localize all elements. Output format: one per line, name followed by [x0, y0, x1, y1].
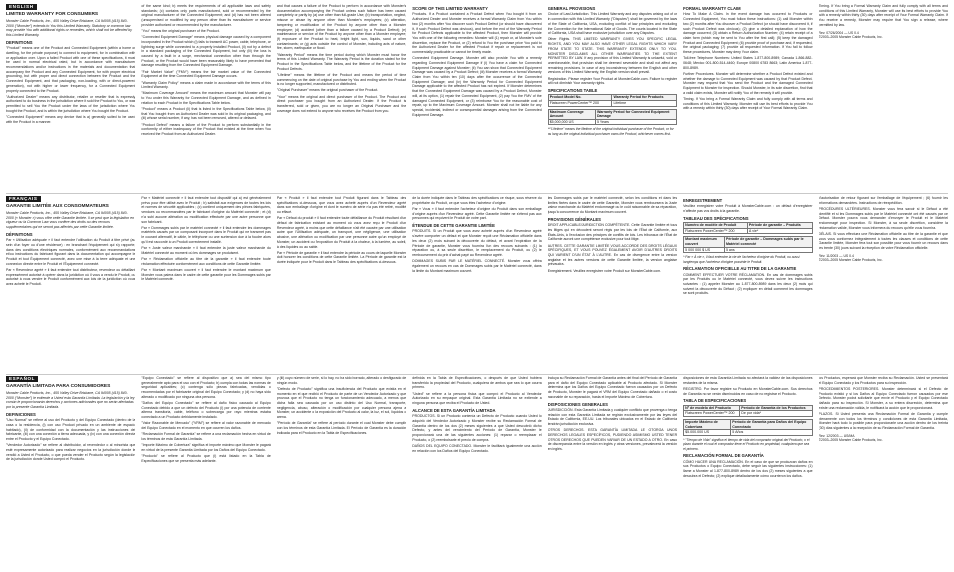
subsection-heading: GENERAL PROVISIONS: [547, 6, 596, 11]
body-paragraph: PRODUCTOS. Si un Producto contenía un Defecto de Producto cuando Usted lo adquirió del Vendedor Autorizado y Monster recibe su Reclamación Formal de Garantía dentro de los dos (2) meses siguientes a que Usted descubrió dicho Defecto, y antes del vencimiento del Período de Garantía, Monster le proporcionará una de las siguientes acciones: (1) reparar o reemplazar el Producto, o (2) reembolsarle el precio de compra.: [412, 414, 542, 442]
body-paragraph: Choice of Law/Jurisdiction. This Limited Warranty and any disputes arising out of or in connection with this Limited Warranty ("Disputes") shall be governed by the laws of the State of California, USA, excluding conflict of law principles and excluding the Convention for the International Sale of Goods. The courts located in the State of California, USA shall have exclusive jurisdiction over any Disputes.: [547, 12, 678, 36]
subsection-heading: DEFINITIONS: [6, 39, 33, 45]
table-cell: 5 Años: [731, 430, 812, 436]
body-paragraph: "Uso Normal" se refiere al uso del Producto y del Equipo Conectado (dentro de la casa o la residencia, (i) con uso Product privado en un ambiente de espacio habitado), (ii) de conformidad con la documentación y las instrucciones del fabricante, (iii) con una conexión a tierra adecuada, y (iv) con una conexión directa entre el Producto y el Equipo Conectado.: [6, 418, 136, 442]
table-header-cell: Montant maximum couvert: [684, 237, 725, 247]
body-paragraph: Timing. If You bring a Formal Warranty Claim and fully comply with all terms and conditions of this Limited Warranty, Monster will use its best efforts to provide You with a remedy within thirty (30) days after receipt of Your Formal Warranty Claim.: [683, 96, 813, 111]
text-column: [412, 196, 541, 372]
table-cell: Flatscreen PowerCenter™ 200: [684, 228, 748, 234]
body-paragraph: "Lifetime" means the lifetime of the Product and means the period of time commencing on the date of original purchase by You and ending when the Product is no longer supported, manufactured or distributed.: [276, 72, 407, 87]
body-paragraph: AUTRES. CETTE GARANTIE LIMITÉE VOUS ACCORDE DES DROITS LÉGAUX SPÉCIFIQUES, ET VOUS POUVEZ ÉGALEMENT AVOIR D'AUTRES DROITS QUI VARIENT D'UN ÉTAT À L'AUTRE. En cas de divergence entre la version anglaise et les autres versions de cette Garantie limitée, la version anglaise prévaudra.: [547, 243, 678, 267]
body-paragraph: "Product Defect" means a failure of the Product to perform substantially in the conformity of either inadequacy of the Product that existed at the time when You received the Product from an Authorized Dealer.: [141, 122, 271, 137]
subsection-heading: RECLAMACIÓN FORMAL DE GARANTÍA: [683, 453, 764, 459]
table-cell: 5 ans: [724, 247, 812, 253]
body-paragraph: Par « Juste valeur marchande » il faut entendre la juste valeur marchande du Matériel connecté au moment où les dommages se produisent.: [141, 246, 271, 255]
section-divider: [6, 193, 948, 194]
body-paragraph: "Product" means a Product (ii) that is listed in the Specifications Table below, (ii) that You bought from an Authorized Dealer was sold in its original packaging, and (iii) whose serial number, if any, has not been removed, altered or defaced.: [141, 107, 271, 121]
body-paragraph: de la durée indiquée dans le Tableau des spécifications ce risque, sous réserve du propriétaire du Produit, ce que vous êtes l'acheteur d'origine.: [412, 196, 542, 205]
body-paragraph: Par « Produit » il faut entendre tout Produit figurant dans le Tableau des spécifications ci-dessous, que vous avez acheté auprès d'un Revendeur agréé dans son emballage d'origine et dont le numéro de série n'a pas été retiré, modifié ou effacé.: [276, 196, 407, 215]
subsection-heading: TABLA DE ESPECIFICACIONES: [683, 398, 747, 404]
body-paragraph: Toll-free Telephone Numbers: United States 1-877-800-8989; Canada 1-866-882-0648; Mexico 001-800-514-4460; Europe 00800 6783 8663; Latin America 1-877-800-8989.: [683, 56, 813, 70]
body-paragraph: CÓMO HACER UNA RECLAMACIÓN. En el caso de que se produzcan daños en sus Productos o Equipo Conectado, debe seguir las siguientes instrucciones: (1) llame a Monster al 1-877-800-8989 dentro de los dos (2) meses siguientes a que descubra el Defecto; (2) explique detalladamente cómo ocurrieron los daños.: [683, 459, 813, 478]
specifications-table: [683, 405, 812, 417]
body-paragraph: "Importe Máximo de Cobertura" significa el importe máximo que Monster le pagará en virtud de la presente Garantía Limitada por los Daños del Equipo Conectado.: [141, 443, 271, 452]
subsection-heading: SPECIFICATIONS TABLE: [547, 87, 598, 93]
body-paragraph: disposiciones de esta Garantía Limitada no afectará la validez de las disposiciones restantes de la misma.: [683, 376, 813, 385]
table-header-cell: Warranty Period for Connected Equipment Damage: [595, 109, 676, 119]
table-header-cell: Período de Garantía de los Productos: [740, 405, 812, 411]
intro-paragraph: Monster Cable Products, Inc., 455 Valley Drive Brisbane, CA 94005 (415) 840-2000 (« Monster ») vous offre cette Garantie limitée. Il se peut que la législation en vigueur ou la Common Law vous confère des droits ou des recours supplémentaires qui ne seront pas affectés par cette Garantie limitée.: [6, 211, 135, 230]
body-paragraph: JURISDICCIÓN. Esta Garantía Limitada y cualquier conflicto que provenga o tenga relación con esta Garantía Limitada se regirán exclusivamente por las leyes del Estado de California, EE.UU. Los tribunales ubicados en el Estado de California tendrán jurisdicción exclusiva.: [547, 407, 678, 427]
subsection-heading: PROVISIONS GÉNÉRALES: [547, 216, 601, 222]
text-column: [277, 4, 406, 190]
body-paragraph: y (iii) cuyo número de serie, si lo hay, no ha sido borrado, alterado o desfigurado de ningún modo.: [276, 376, 407, 385]
english-section: [0, 4, 954, 190]
revision-note: Rév. 11/2003 — US 0.4 ©2003–2005 Monster Cable Products, Inc.: [818, 253, 883, 263]
body-paragraph: COMMENT EFFECTUER VOTRE RÉCLAMATION. En cas de dommages subis par les Produits ou le Matériel connecté, vous devez suivre les instructions suivantes : (1) appeler Monster au 1-877-800-8989 dans les deux (2) mois qui suivent la découverte du Défaut ; (2) expliquer en détail comment les dommages se sont produits.: [683, 272, 813, 296]
text-column: [548, 4, 677, 190]
body-paragraph: "You" means the original purchaser of the Product.: [141, 29, 220, 34]
table-row: [548, 119, 676, 125]
text-column: [819, 376, 948, 570]
table-header-row: [684, 405, 812, 411]
body-paragraph: "Warranty Claim Policy" means a claim made in accordance with the terms of this Limited Warranty.: [141, 80, 271, 90]
body-paragraph: "Connected Equipment Damage" means physical damage caused by a component incorporated in the Product which (i) fails to transmit AC power, cable, telephone, or lightning surge while connected to a properly installed Product, (ii) not by a defect in a standard packaging of the Connected Equipment, but only (iii) the loss is caused by a fault in a surge, mechanical connection other than through the Product, or the Product would have been reasonably likely to have prevented that damage resulting from the Connected Equipment Damage.: [141, 35, 271, 68]
table-header-cell: Product Model No.: [548, 95, 612, 101]
body-paragraph: "Connected Equipment" means any device that is a) generally suited to be used with the Product in a manner.: [6, 115, 136, 124]
section-divider: [6, 374, 948, 375]
subsection-heading: DISPOSICIONES GENERALES: [547, 401, 608, 407]
table-header-cell: Warranty Period for Products: [612, 95, 677, 101]
text-column: [6, 196, 135, 372]
table-cell: $5,000,000 US: [548, 119, 595, 125]
body-paragraph: Par « Matériel connecté » il faut entendre tout dispositif qui a) est généralement prévu pour être utilisé avec le Produit ; b) satisfait aux exigences de toutes les lois et normes de sécurité applicables ; (c) contient uniquement des pièces fabriquées, vendues ou recommandées par le fabricant d'origine du Matériel connecté ; et (d) n'a subi aucune altération ou modification effectuée par une autre personne que son fabricant.: [141, 196, 271, 224]
body-paragraph: Timing. If You bring a Formal Warranty Claim and fully comply with all terms and conditions of this Limited Warranty, Monster will use its best efforts to provide You with a remedy within thirty (30) days after receipt of Your Formal Warranty Claim. If You receive a remedy, Monster may require that You sign a release, where permitted by law.: [818, 4, 948, 27]
table-cell: Flatscreen PowerCenter™ 200: [684, 411, 740, 417]
body-paragraph: "Original Purchaser" means the original purchaser of the Product.: [276, 88, 379, 93]
body-paragraph: DAÑOS DEL EQUIPO CONECTADO. Monster le facilitará igualmente una acción en relación con los Daños del Equipo Conectado.: [412, 443, 542, 453]
body-paragraph: "Defecto de Producto" significa una insuficiencia del Producto que existía en el momento en el que recibió el Producto de parte de un Vendedor Autorizado y que provoca que el Producto no tenga un funcionamiento adecuado, a menos que dicha falla sea causada por un uso distinto del Uso Normal, transporte, negligencia, abuso, alteración o modificación por cualquier persona ajena a Monster, un accidente o la exposición del Producto al calor, la luz, el sol, líquidos o arena.: [276, 386, 407, 420]
body-paragraph: Connected Equipment Damage. Monster will also provide You with a remedy regarding Connected Equipment Damage if (i) You have a claim for Connected Equipment Damage against Monster; (ii) You can show that Connected Equipment Damage was caused by a Product Defect; (iii) Monster receives a formal Warranty Claim from You within ten (10) days after the occurrence of the Connected Equipment Damage; and (iv) the Warranty Period for Connected Equipment Damage applicable to the affected Product has not expired. If Monster determines that the Connected Equipment Damage was caused by a Product Defect, Monster will, at its option, (1) repair the Connected Equipment, (2) pay You the FMV of the damaged Connected Equipment, or (3) reimburse You for the reasonable cost of repair, up to the Maximum Coverage Amount. Monster shall not be liable for any special, incidental, indirect or consequential damages arising from the Connected Equipment Damage.: [412, 56, 542, 117]
table-header-row: [548, 109, 676, 119]
body-paragraph: los Productos, esperará que Monster reciba su Reclamación. Usted se presentará el Equipo Conectado y los Productos para su inspección.: [818, 376, 948, 385]
body-paragraph: Other Rights. THIS LIMITED WARRANTY GIVES YOU SPECIFIC LEGAL RIGHTS, AND YOU MAY ALSO HAVE OTHER LEGAL RIGHTS WHICH VARY FROM STATE TO STATE. THIS WARRANTY EXTENDS ONLY TO YOU. MONSTER DISCLAIMS ALL OTHER WARRANTIES TO THE EXTENT PERMITTED BY LAW. If any provision of this Limited Warranty is unlawful, void or unenforceable, that provision shall be deemed severable and shall not affect any remaining provisions. In case of any inconsistency between the English and other versions of this Limited Warranty, the English version shall prevail.: [547, 37, 678, 75]
table-header-row: [684, 419, 812, 429]
body-paragraph: "Warranty Period" means the time period during which Monster must honor the terms of this Limited Warranty. The Warranty Period is the duration stated for the Product in the Specifications Table below, and the lifetime of the Product for the Product Defects.: [276, 52, 407, 71]
table-header-cell: Période de garantie – Produits: [747, 223, 812, 229]
revision-note: Rev. 12/2003 — US/MA ©2003–2005 Monster Cable Products, Inc.: [818, 433, 883, 443]
body-paragraph: "Your" means the original and direct purchaser of the Product. The Product and direct purchaser you bought from an Authorized Dealer. If the Product is transferred, sold or given, you are no longer an Original Purchaser and the coverage does not extend to anyone who receives the Product from you.: [276, 94, 407, 113]
table-row: [684, 430, 812, 436]
table-header-row: [684, 237, 812, 247]
subsection-heading: DEFINICIONES: [6, 411, 36, 417]
body-paragraph: "Valor Razonable de Mercado" ("VRM") se refiere al valor razonable de mercado del Equipo Conectado en el momento en que ocurren los daños.: [141, 421, 271, 431]
language-tab: FRANÇAIS: [6, 196, 41, 202]
subsection-heading: ALCANCE DE ESTA GARANTÍA LIMITADA: [412, 407, 496, 413]
text-column: [683, 4, 812, 190]
body-paragraph: "Vendedor Autorizado" se refiere al distribuidor, al revendedor o al minorista que esté expresamente autorizado para realizar negocios en la jurisdicción donde le vendió a Usted el Producto, o que pueda vender el Producto según la legislación de la jurisdicción donde Usted compró el Producto.: [6, 443, 136, 462]
body-paragraph: REGISTRO. Por favor registre su Producto en MonsterCable.com. Sus derechos de Garantía no se verán disminuidos en caso de no registrar el Producto.: [683, 386, 813, 396]
subsection-heading: TABLEAU DES SPÉCIFICATIONS: [683, 215, 749, 221]
text-column: [683, 196, 812, 372]
body-paragraph: PLAZOS. Si Usted presenta una Reclamación Formal de Garantía y cumple plenamente con todos los términos y condiciones de esta Garantía Limitada, Monster hará todo lo posible para proporcionarle una acción dentro de los treinta (30) días siguientes a la recepción de su Reclamación Formal de Garantía.: [818, 411, 948, 431]
body-paragraph: DOMMAGES SUBIS PAR LE MATÉRIEL CONNECTÉ. Monster vous offrira également un recours en cas de Dommages subis par le Matériel connecté, dans la limite du Montant maximum couvert.: [412, 259, 542, 273]
table-cell: $5.000.000 US: [684, 430, 731, 436]
specifications-table: [683, 419, 812, 436]
body-paragraph: DROIT APPLICABLE/JURIDICTION COMPÉTENTE. Cette Garantie limitée et tous les litiges qui en découlent seront régis par les lois de l'État de Californie, aux États-Unis, à l'exclusion des principes de conflits de lois. Les tribunaux de l'État de Californie auront une compétence exclusive pour tout litige.: [547, 223, 678, 242]
body-paragraph: Products. If a Product contained a Product Defect when You bought it from an Authorized Dealer and Monster receives a formal Warranty Claim from You within two (2) months after You discover such Product Defect (or should have discovered it, if such Product Defect was obvious), and before the end of the Warranty Period for Product Defects applicable to the affected Product, then Monster will provide You with one of the following remedies: Monster will (1) repair or, at Monster's sole discretion, replace the Product, or (2) refund to You the purchase price You paid to the Authorized Dealer for the affected Product if repair or replacement is not commercially practicable or cannot be timely made.: [412, 12, 542, 55]
table-cell: 5 000 000 $ US: [684, 247, 725, 253]
text-column: [819, 196, 948, 372]
text-column: [277, 196, 406, 372]
text-column: [141, 196, 270, 372]
table-row: [684, 411, 812, 417]
subsection-heading: DÉFINITIONS: [6, 231, 33, 237]
body-paragraph: Par « Utilisation adéquate » il faut entendre l'utilisation du Produit à titre privé (au sein d'un foyer ou d'une résidence) : en branchant l'équipement qui s'y rapporte, dans des conditions électriques normales, conformément aux recommandations et/ou instructions du fabricant figurant dans la documentation qui accompagne le Produit et tout Équipement connecté, avec une mise à la terre adéquate et une connexion directe entre le Produit et l'Équipement connecté.: [6, 238, 136, 266]
subsection-heading: ÉTENDUE DE CETTE GARANTIE LIMITÉE: [412, 223, 495, 229]
body-paragraph: Par « Vous » il faut entendre l'acheteur d'origine du Produit dans son emballage d'origine auprès d'un Revendeur agréé. Cette Garantie limitée ne s'étend pas aux personnes qui reçoivent le Produit de votre part.: [412, 206, 542, 221]
body-paragraph: "Período de Garantía" se refiere al período durante el cual Monster debe cumplir con los términos de esta Garantía Limitada. El Período de Garantía es la duración indicada para el Producto en la Tabla de Especificaciones.: [276, 421, 407, 435]
subsection-heading: RÉCLAMATION OFFICIELLE AU TITRE DE LA GARANTIE: [683, 266, 797, 272]
specifications-table: [683, 236, 812, 253]
text-column: [412, 376, 541, 570]
body-paragraph: Par « Période de garantie » il faut entendre la période au cours de laquelle Monster doit honorer les conditions de cette Garantie limitée. La Période de garantie est la durée indiquée pour le Produit dans le Tableau des spécifications ci-dessous.: [276, 250, 407, 265]
body-paragraph: DÉLAIS. Si vous effectuez une Réclamation officielle au titre de la garantie et que vous vous conformez intégralement à toutes les clauses et conditions de cette Garantie limitée, Monster fera tout son possible pour vous fournir un recours dans les trente (30) jours suivant la réception de votre Réclamation officielle.: [818, 231, 948, 251]
table-header-cell: Importe Máximo de Cobertura: [684, 419, 731, 429]
body-paragraph: of the same kind; b) meets the requirements of all applicable laws and safety standards; (c) contains only parts manufactured, sold or recommended by the original manufacturer of the Connected Equipment; and (d) has not been altered (unsupervised or modified by any person other than its manufacturer or service provider authorized or recommended by the manufacturer.: [141, 4, 271, 27]
body-paragraph: Further Procedures. Monster will determine whether a Product Defect existed and whether the damage to Connected Equipment was caused by that Product Defect. Monster may request that You send the Product and the damaged Connected Equipment to Monster for inspection. Should Monster, in its sole discretion, find that a valid claim exists, Monster will notify You of the remedy it will provide.: [683, 71, 813, 95]
footnote: * Par « À vie », il faut entendre la vie de l'acheteur d'origine du Produit, ou aussi longtemps que l'acheteur d'origine possède le Produit.: [683, 255, 800, 264]
table-header-cell: Maximum Coverage Amount: [548, 109, 595, 119]
text-column: [141, 4, 270, 190]
table-header-cell: Période de garantie – Dommages subis par le Matériel connecté: [724, 237, 812, 247]
body-paragraph: PROCEDIMIENTOS POSTERIORES. Monster determinará si el Defecto de Producto existió y si los Daños al Equipo Conectado fueron causados por ese Defecto. Monster podrá solicitarle que envíe el Producto y el Equipo Conectado dañado para su inspección. Si Monster, a su entera discreción, determina que existe una reclamación válida, le notificará la acción que le proporcionará.: [818, 386, 948, 410]
french-section: [0, 196, 954, 372]
table-header-cell: Nº de modelo del Producto: [684, 405, 740, 411]
specifications-table: [548, 109, 677, 126]
body-paragraph: "Usted" se refiere a la persona física que compró el Producto al Vendedor Autorizado en su empaque original. Esta Garantía Limitada no se extiende a ninguna persona que reciba el Producto de Usted.: [412, 391, 542, 406]
body-paragraph: and that causes a failure of the Product to perform in accordance with Monster's documentation accompanying the Product unless such failure has been caused completely or partly by (a) use other than full-grade Use; (b) transportation, neglect, misuse or abuse by anyone other than Monster's employees; (c) alteration, tampering or modification of the Product by anyone other than a Monster employee; (d) accident (other than a failure caused by a Product Defect); (e) maintenance or service of the Product by anyone other than a Monster employee; (f) exposure of the Product to heat, bright light, sun, liquids, sand or other contaminants; or (g) acts outside the control of Monster, including acts of nature, fire, storm, earthquake or flood.: [276, 4, 407, 51]
text-column: [141, 376, 270, 570]
body-paragraph: definida en la Tabla de Especificaciones, o después de que Usted hubiera transferido la propiedad del Producto, cualquiera de ambos que sea lo que ocurra primero.: [412, 376, 542, 390]
specifications-table: [548, 94, 677, 106]
text-column: [819, 4, 948, 190]
footnote: * "Tiempo de Vida" significa el tiempo de vida del comprador original del Producto, o el plazo durante el cual el comprador tiene el Producto en propiedad, cualquiera que sea el primero.: [683, 437, 810, 451]
table-row: [684, 247, 812, 253]
spanish-section: [0, 376, 954, 570]
text-column: [412, 4, 541, 190]
body-paragraph: "Maximum Coverage Amount" means the maximum amount that Monster will pay to You under this Warranty for Connected Equipment Damage, and as defined in relation to each Product in the Specifications Table below.: [141, 91, 271, 105]
subsection-heading: SCOPE OF THIS LIMITED WARRANTY: [412, 6, 488, 11]
table-cell: À vie*: [747, 228, 812, 234]
table-row: [548, 100, 676, 106]
body-paragraph: Registration. Please register Your Product at MonsterCable.com. Failure to register will not diminish Your warranty rights.: [547, 76, 678, 86]
text-column: [6, 376, 135, 570]
body-paragraph: "Authorized Dealer" means any distributor, retailer or reseller that is expressly authorized to do business in the jurisdiction where it sold the Product to You, or was permitted to sell You the Product under the laws of the jurisdiction where You bought the Product, and is within the jurisdiction where You bought the Product.: [6, 94, 136, 113]
body-paragraph: OTROS DERECHOS. ESTA GARANTÍA LIMITADA LE OTORGA UNOS DERECHOS LEGALES ESPECÍFICOS, PUDIENDO ASIMISMO USTED TENER OTROS DERECHOS QUE PUEDEN VARIAR DE UN ESTADO A OTRO. En caso de discrepancia entre la versión en inglés y otras versiones, prevalecerá la versión en inglés.: [547, 428, 678, 452]
text-column: [548, 196, 677, 372]
text-column: [277, 376, 406, 570]
body-paragraph: "Equipo Conectado" se refiere al dispositivo que a) sea del mismo tipo generalmente apto para el uso con el Producto; b) cumpla con todas las normas de seguridad aplicables; (c) contenga sólo piezas fabricadas, vendidas o recomendadas por el fabricante original del Equipo Conectado; y (d) no haya sido alterado o modificado por ninguna otra persona.: [141, 376, 271, 399]
section-title: LIMITED WARRANTY FOR CONSUMERS: [6, 12, 99, 17]
body-paragraph: Par « Montant maximum couvert » il faut entendre le montant maximum que Monster vous paiera dans le cadre de cette garantie pour les Dommages subis par le Matériel connecté.: [141, 267, 271, 282]
body-paragraph: Par « Dommages subis par le matériel connecté » il faut entendre les dommages matériels causés par un composant incorporé dans le Produit qui ne transmet pas le courant alternatif, le câble, le téléphone ou une surtension due à la foudre alors qu'il est raccordé à un Produit correctement installé.: [141, 225, 271, 244]
table-cell: Flatscreen PowerCenter™ 200: [548, 100, 612, 106]
body-paragraph: "Fair Market Value" ("FMV") means the fair market value of the Connected Equipment at the time Connected Equipment Damage occurs.: [141, 69, 271, 79]
text-column: [6, 4, 135, 190]
subsection-heading: ENREGISTREMENT: [683, 198, 723, 203]
intro-paragraph: Monster Cable Products, Inc., 455 Valley Drive Brisbane, CA 94005 (415) 840-2000 ("Monster") le extiende a Usted esta Garantía Limitada. La legislación y la ley común le proporcionarán derechos y acciones adicionales que no serán afectadas por la presente Garantía Limitada.: [6, 391, 135, 410]
body-paragraph: Veuillez enregistrer votre Produit à MonsterCable.com : un défaut d'enregistrer n'affecte pas vos droits à la garantie.: [683, 204, 813, 214]
body-paragraph: "Product" means one of the Product and Connected Equipment (within a home or dwelling, for the private purpose) to connect to equipment, for in combination with or application over. Upon a failed Product with one of these specifications, it must be used in normal electrical rated, but in accordance with manufacturer recommendations and/or instructions in the materials and documentation that accompany the Product and any Connected Equipment, for with proper electrical grounding, but with proper and direct connection between the Product and the Connected Equipment, and that packaging, non-loading, with or direct-powered generation), not with higher or lower frequency, for a Connected Equipment properly connected to the Product.: [6, 46, 136, 93]
table-cell: De por vida*: [740, 411, 812, 417]
column-grid: [6, 196, 948, 372]
footnote: **"Lifetime" means the lifetime of the original individual purchaser of the Product, or for as long as the original individual purchaser owns the Product, whichever comes first.: [547, 127, 674, 136]
body-paragraph: PROCÉDURES ULTÉRIEURES. Monster vous fera savoir si le Défaut a été identifié et si les Dommages subis par le Matériel connecté ont été causés par ce Défaut. Monster pourra vous demander d'envoyer le Produit et le Matériel endommagé pour inspection. Si Monster, à sa seule discrétion, considère la réclamation valide, Monster vous informera du recours qu'elle vous fournira.: [818, 206, 948, 230]
table-cell: Lifetime: [612, 100, 677, 106]
body-paragraph: Par « Revendeur agréé » il faut entendre tout distributeur, revendeur ou détaillant expressément autorisé à opérer dans la juridiction où il vous a vendu le Produit, ou autorisé à vous vendre le Produit conformément aux lois de la juridiction où vous avez acheté le Produit.: [6, 267, 136, 287]
column-grid: [6, 376, 948, 570]
body-paragraph: Par « Réclamation officielle au titre de la garantie » il faut entendre toute réclamation effectuée conformément aux conditions de cette Garantie limitée.: [141, 256, 271, 266]
language-tab: ENGLISH: [6, 4, 37, 10]
language-tab: ESPAÑOL: [6, 376, 38, 382]
text-column: [683, 376, 812, 570]
section-title: GARANTÍA LIMITADA PARA CONSUMIDORES: [6, 384, 111, 389]
revision-note: Rev. 07/26/2004 — US 0.4 ©2003–2005 Monster Cable Products, Inc.: [818, 30, 883, 40]
body-paragraph: les Dommages subis par le matériel connecté, selon les conditions et dans les limites fixées dans le cadre de cette Garantie, Monster vous remboursera la Juste valeur marchande du Matériel endommagé ou le coût raisonnable de sa réparation, jusqu'à concurrence du Montant maximum couvert.: [547, 196, 678, 215]
table-row: [684, 228, 812, 234]
intro-paragraph: Monster Cable Products, Inc., 455 Valley Drive Brisbane, CA 94005 (415) 840-2000 ("Monster") extends to You this Limited Warranty. Statutory or common law may provide You with additional rights or remedies, which shall not be affected by this Limited Warranty.: [6, 19, 133, 38]
specifications-table: [683, 222, 812, 234]
body-paragraph: "Producto" se refiere al Producto que (i) está listado en la Tabla de Especificaciones que se presenta más adelante.: [141, 454, 271, 463]
column-grid: [6, 4, 948, 190]
body-paragraph: Par « Défaut du produit » il faut entendre toute défaillance du Produit résultant d'un défaut de fabrication existant au moment où vous avez reçu le Produit d'un Revendeur agréé, à moins que cette défaillance n'ait été causée par une utilisation autre que l'Utilisation adéquate, un transport, une négligence, une utilisation abusive, une altération ou modification par une personne autre qu'un employé de Monster, un accident ou l'exposition du Produit à la chaleur, à la lumière, au soleil, à des liquides ou au sable.: [276, 216, 407, 249]
body-paragraph: PRODUITS. Si un Produit que vous avez acheté auprès d'un Revendeur agréé s'avère comporter un défaut et que Monster reçoit une Réclamation officielle dans les deux (2) mois suivant la découverte du défaut, et avant l'expiration de la Période de garantie, Monster vous fournira l'un des recours suivants : (1) la réparation ou, à sa seule discrétion, le remplacement du Produit, ou (2) le remboursement du prix d'achat payé au Revendeur agréé.: [412, 229, 542, 257]
body-paragraph: Enregistrement. Veuillez enregistrer votre Produit sur MonsterCable.com.: [547, 268, 662, 273]
body-paragraph: d'autorisation de retour figurant sur l'emballage de l'équipement ; (6) fournir les informations demandées. Instructions de réexpédition.: [818, 196, 948, 205]
subsection-heading: FORMAL WARRANTY CLAIM: [683, 6, 741, 11]
body-paragraph: Incluya su Reclamación Formal de Garantía antes del final del Período de Garantía para el daño del Equipo Conectado aplicable al Producto afectado. Si Monster determina que los Daños del Equipo Conectado fueron causados por un Defecto de Producto, Monster le pagará el VRM del Equipo Conectado dañado o el costo razonable de su reparación, hasta el Importe Máximo de Cobertura.: [547, 376, 678, 399]
text-column: [548, 376, 677, 570]
section-title: GARANTIE LIMITÉE AUX CONSOMMATEURS: [6, 204, 109, 209]
body-paragraph: "Daños del Equipo Conectado" se refiere al daño físico causado al Equipo Conectado debido a que un defecto del Producto (i) por una potencia de corriente alterna transitoria, cable, teléfono o sobrecarga por rayo mientras estaba conectado a un Producto debidamente instalado.: [141, 401, 271, 420]
table-cell: 5 Years: [595, 119, 676, 125]
body-paragraph: How To Make A Claim. In the event damage has occurred to Products or Connected Equipment, You must follow these instructions: (1) call Monster within two (2) months after You discover a Product Defect (or should have discovered it, if such Product Defect was obvious); (2) give a detailed explanation of how the damage occurred; (3) obtain a Return Authorization Number; (4) retain receipt of a claim form (which may be sent to You after the first call); (5) keep the damaged Product and Connected Equipment; (6) provide proof of purchase and, if requested, the original packaging; (7) provide all requested information. If You fail to follow these procedures, Monster may deny Your claim.: [683, 12, 813, 55]
table-header-cell: Numéro de modèle de Produit: [684, 223, 748, 229]
table-header-cell: Período de Garantía para Daños del Equipo Conectado: [731, 419, 812, 429]
body-paragraph: "Reclamación Formal de Garantía" se refiere a una reclamación hecha en virtud de los términos de esta Garantía Limitada.: [141, 432, 271, 441]
